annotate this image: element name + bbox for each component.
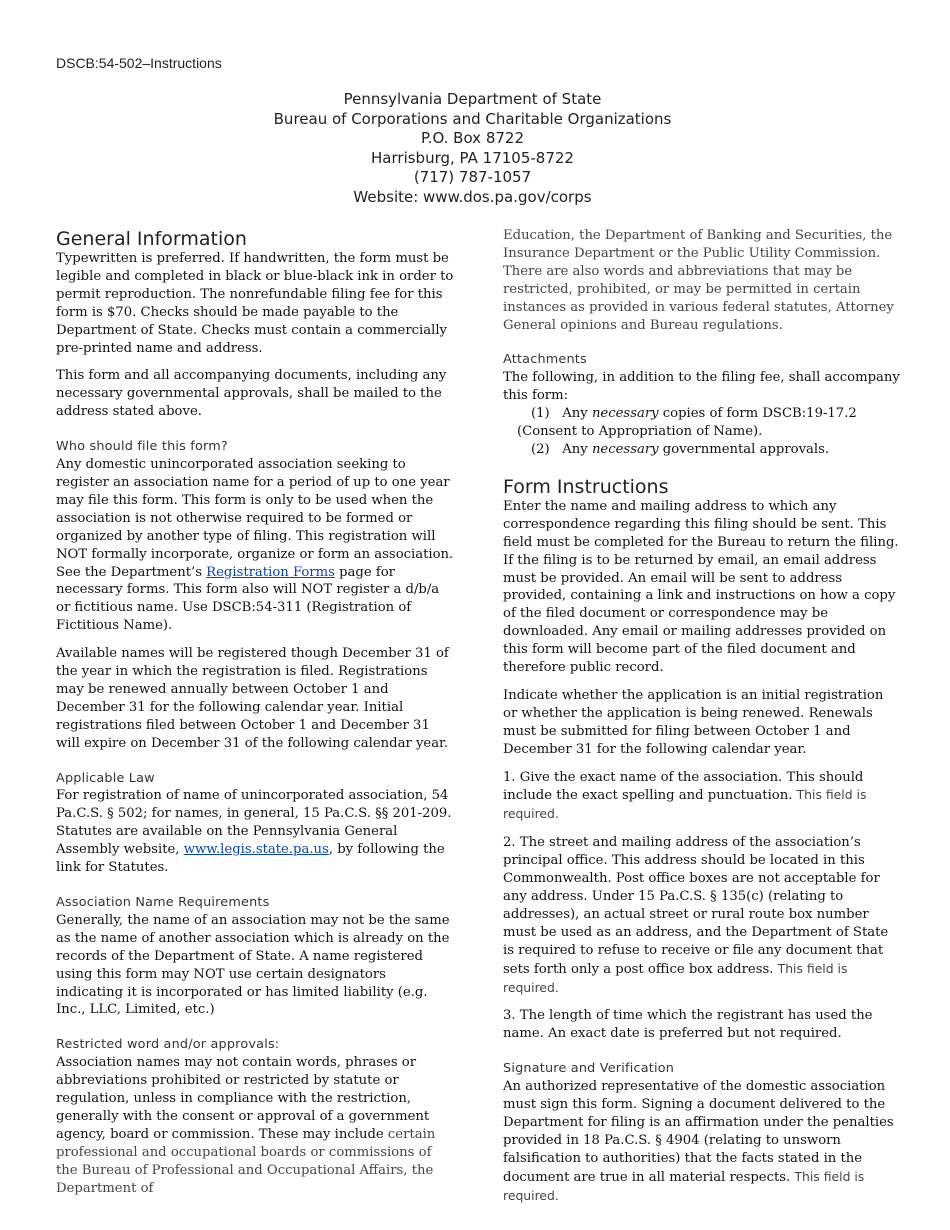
signature-required-note: This field is required. — [503, 1168, 865, 1203]
instruction-1-required-note: This field is required. — [503, 787, 867, 822]
attachment-2-emphasis: necessary — [591, 441, 659, 457]
general-info-paragraph-1: Typewritten is preferred. If handwritten, the form must be legible and completed in black or blue-black ink in order to permit reproduction. The nonrefundable filing fee for this form is $70. Checks should be made payable to the Department of State. Checks must contain a commercially pre-printed name and address. — [56, 251, 454, 356]
who-text-after: page for necessary forms. This form also will NOT register a d/b/a or fictitious name. Use DSCB:54-311 (Registration of Fictitious Name). — [56, 564, 440, 634]
right-column — [503, 227, 901, 1206]
attachment-1-post: copies of form DSCB:19-17.2 — [658, 406, 857, 422]
applicable-law-paragraph — [56, 787, 456, 877]
attachment-item-1-continued: (Consent to Appropriation of Name). — [517, 424, 763, 440]
restricted-words-paragraph — [56, 1054, 456, 1197]
instruction-item-2 — [503, 834, 901, 997]
agency-header — [0, 90, 945, 208]
header-website: Website: www.dos.pa.gov/corps — [353, 187, 592, 206]
header-city: Harrisburg, PA 17105-8722 — [371, 148, 574, 167]
who-should-file-paragraph-1 — [56, 456, 456, 635]
general-info-paragraph-2: This form and all accompanying documents, including any necessary governmental approvals, shall be mailed to the address stated above. — [56, 368, 447, 420]
law-text-after: , by following the link for Statutes. — [56, 842, 445, 876]
legis-website-link[interactable]: www.legis.state.pa.us — [183, 842, 329, 858]
who-should-file-heading: Who should file this form? — [56, 439, 228, 455]
attachment-1-number: (1) — [531, 406, 550, 422]
header-bureau: Bureau of Corporations and Charitable Organizations — [273, 109, 672, 128]
restricted-words-continued: Education, the Department of Banking and Securities, the Insurance Department or the Public Utility Commission. There are also words and abbreviations that may be restricted, prohibited, or may be permitted in certain instances as provided in various federal statutes, Attorney General opinions and Bureau regulations. — [503, 228, 894, 333]
signature-heading: Signature and Verification — [503, 1061, 675, 1077]
instruction-1-text: 1. Give the exact name of the association. This should include the exact spelling and punctuation. — [503, 769, 864, 804]
attachment-1-emphasis: necessary — [591, 406, 659, 422]
form-instructions-paragraph-2: Indicate whether the application is an initial registration or whether the application is being renewed. Renewals must be submitted for filing between October 1 and December 31 for the following calendar year. — [503, 687, 884, 757]
restricted-text-boards: certain professional and occupational boards or commissions of the Bureau of Professional and Occupational Affairs, the Department of — [56, 1126, 436, 1196]
header-agency: Pennsylvania Department of State — [343, 90, 602, 108]
attachments-heading: Attachments — [503, 352, 587, 368]
attachment-2-number: (2) — [531, 441, 550, 457]
header-phone: (717) 787-1057 — [413, 168, 532, 187]
general-information-heading: General Information — [56, 228, 247, 250]
attachment-item-1 — [503, 405, 901, 423]
attachment-2-post: governmental approvals. — [658, 441, 830, 457]
attachment-2-pre: Any — [562, 441, 592, 457]
form-instructions-heading: Form Instructions — [503, 475, 669, 498]
left-column — [56, 228, 456, 1198]
attachments-intro: The following, in addition to the filing fee, shall accompany this form: — [503, 370, 900, 404]
law-text-before: For registration of name of unincorporated association, 54 Pa.C.S. § 502; for names, in general, 15 Pa.C.S. §§ 201-209. Statutes are available on the Pennsylvania General Assembly website, — [56, 788, 452, 858]
attachment-item-2 — [503, 441, 901, 459]
signature-paragraph — [503, 1078, 901, 1205]
form-id: DSCB:54-502–Instructions — [56, 55, 222, 71]
attachment-1-pre: Any — [562, 406, 592, 422]
signature-text: An authorized representative of the domestic association must sign this form. Signing a document delivered to the Department for filing is an affirmation under the penalties provided in 18 Pa.C.S. § 4904 (relating to unsworn falsification to authorities) that the facts stated in the document are true in all material respects. — [503, 1079, 894, 1185]
instruction-2-text: 2. The street and mailing address of the association’s principal office. This address should be located in this Commonwealth. Post office boxes are not acceptable for any address. Under 15 Pa.C.S. § 135(c) (relating to addresses), an actual street or rural route box number must be used as an address, and the Department of State is required to refuse to receive or file any document that sets forth only a post office box address. — [503, 835, 889, 977]
restricted-text-main: Association names may not contain words, phrases or abbreviations prohibited or restricted by statute or regulation, unless in compliance with the restriction, generally with the consent or approval of a government agency, board or commission. These may include — [56, 1055, 430, 1142]
who-text-before: Any domestic unincorporated association seeking to register an association name for a period of up to one year may file this form. This form is only to be used when the association is not otherwise required to be formed or organized by another type of filing. This registration will NOT formally incorporate, organize or form an association. See the Department’s — [56, 457, 454, 580]
name-requirements-heading: Association Name Requirements — [56, 895, 270, 910]
restricted-words-heading: Restricted word and/or approvals: — [56, 1037, 280, 1053]
instruction-2-required-note: This field is required. — [503, 960, 848, 995]
applicable-law-heading: Applicable Law — [56, 770, 155, 786]
instruction-item-1 — [503, 769, 901, 825]
registration-forms-link[interactable]: Registration Forms — [206, 564, 335, 580]
instruction-item-3: 3. The length of time which the registrant has used the name. An exact date is preferred but not required. — [503, 1008, 873, 1042]
header-po-box: P.O. Box 8722 — [420, 129, 525, 148]
form-instructions-paragraph-1: Enter the name and mailing address to which any correspondence regarding this filing should be sent. This field must be completed for the Bureau to return the filing. If the filing is to be returned by email, an email address must be provided. An email will be sent to address provided, containing a link and instructions on how a copy of the filed document or correspondence may be downloaded. Any email or mailing addresses provided on this form will become part of the filed document and therefore public record. — [503, 498, 899, 676]
who-should-file-paragraph-2: Available names will be registered though December 31 of the year in which the registration is filed. Registrations may be renewed annually between October 1 and December 31 for the following calendar year. Initial registrations filed between October 1 and December 31 will expire on December 31 of the following calendar year. — [56, 646, 449, 751]
name-requirements-paragraph: Generally, the name of an association may not be the same as the name of another association which is already on the records of the Department of State. A name registered using this form may NOT use certain designators indicating it is incorporated or has limited liability (e.g. Inc., LLC, Limited, etc.) — [56, 912, 450, 1018]
